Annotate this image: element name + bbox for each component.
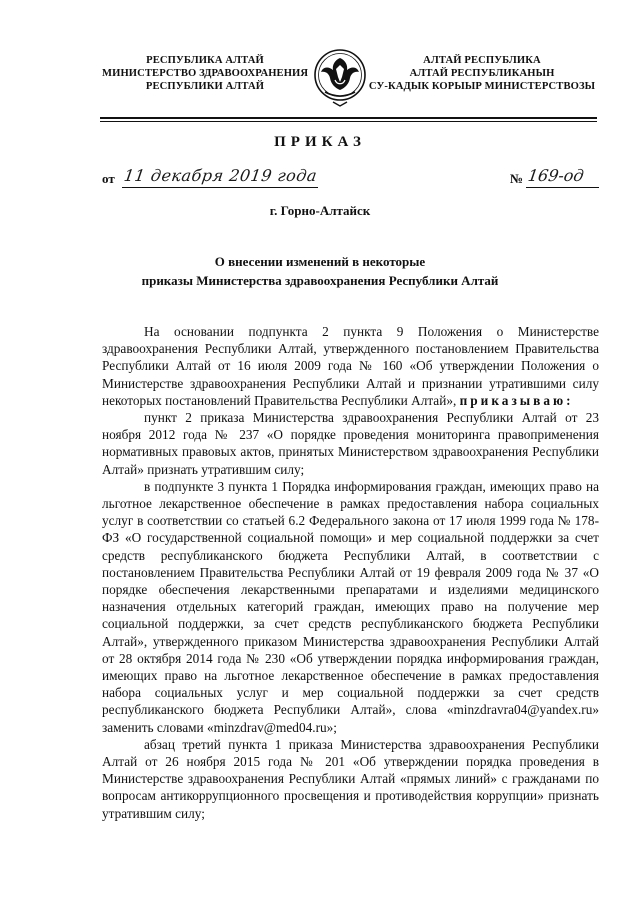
- body-paragraph: пункт 2 приказа Министерства здравоохранения Республики Алтай от 23 ноября 2012 года № 237 «О порядке проведения мониторинга правоприменения нормативных правовых актов, принятых Министерством здравоохранения Республики Алтай» признать утратившим силу;: [102, 410, 599, 477]
- header-right-line: АЛТАЙ РЕСПУБЛИКАНЫН: [409, 68, 555, 79]
- handwritten-date: 11 декабря 2019 года: [122, 166, 319, 185]
- header-right-block: [368, 54, 596, 93]
- body-paragraph: в подпункте 3 пункта 1 Порядка информирования граждан, имеющих право на льготное лекарственное обеспечение в рамках предоставления набора социальных услуг в соответствии со статьей 6.2 Федерального закона от 17 июля 1999 года № 178-ФЗ «О государственной социальной помощи» и мер социальной поддержки за счет средств республиканского бюджета Республики Алтай, в соответствии с постановлением Правительства Республики Алтай от 19 февраля 2009 года № 37 «О порядке обеспечения лекарственными препаратами и изделиями медицинского назначения отдельных категорий граждан, имеющих право на получение мер социальной поддержки, за счет средств республиканского бюджета Республики Алтай», утвержденного приказом Министерства здравоохранения Республики Алтай от 28 октября 2014 года № 230 «Об утверждении порядка информирования граждан, имеющих право на льготное лекарственное обеспечение в рамках предоставления набора социальных услуг и мер социальной поддержки за счет средств республиканского бюджета Республики Алтай», слова «minzdravra04@yandex.ru» заменить словами «minzdrav@med04.ru»;: [102, 478, 599, 735]
- header-left-line: РЕСПУБЛИКИ АЛТАЙ: [145, 81, 265, 92]
- number-prefix: №: [510, 171, 524, 186]
- document-title: ПРИКАЗ: [274, 134, 366, 150]
- body-paragraph: абзац третий пункта 1 приказа Министерства здравоохранения Республики Алтай от 26 ноября 2015 года № 201 «Об утверждении порядка проведения в Министерстве здравоохранения Республики Алтай «прямых линий» с гражданами по вопросам антикоррупционного просвещения и противодействия коррупции» признать утратившим силу;: [102, 736, 599, 821]
- document-body: [102, 323, 599, 822]
- city-line: г. Горно-Алтайск: [269, 203, 371, 218]
- header-right-line: АЛТАЙ РЕСПУБЛИКА: [423, 55, 541, 66]
- date-number-row: [102, 166, 599, 192]
- header-rule-thin: [100, 121, 597, 122]
- emblem-icon: [313, 44, 367, 110]
- date-prefix: от: [102, 171, 115, 186]
- document-subject: [0, 252, 640, 290]
- header-left-line: МИНИСТЕРСТВО ЗДРАВООХРАНЕНИЯ: [102, 68, 309, 79]
- subject-line: приказы Министерства здравоохранения Республики Алтай: [141, 273, 499, 288]
- date-underline: [122, 187, 318, 188]
- header-right-line: СУ-КАДЫК КОРЫЫР МИНИСТЕРСТВОЗЫ: [368, 81, 596, 92]
- paragraph-text: На основании подпункта 2 пункта 9 Положения о Министерстве здравоохранения Республики Алтай, утвержденного постановлением Правительства Республики Алтай от 16 июля 2009 года № 160 «Об утверждении Положения о Министерстве здравоохранения Республики Алтай и признании утратившими силу некоторых постановлений Правительства Республики Алтай»,: [102, 324, 599, 408]
- header-left-line: РЕСПУБЛИКА АЛТАЙ: [146, 55, 264, 66]
- subject-line: О внесении изменений в некоторые: [214, 254, 426, 269]
- handwritten-number: 169-од: [526, 166, 586, 185]
- order-word: приказываю:: [459, 392, 574, 408]
- number-underline: [526, 187, 599, 188]
- header-left-block: [102, 54, 308, 93]
- body-paragraph: [102, 323, 599, 409]
- header-rule-thick: [100, 117, 597, 119]
